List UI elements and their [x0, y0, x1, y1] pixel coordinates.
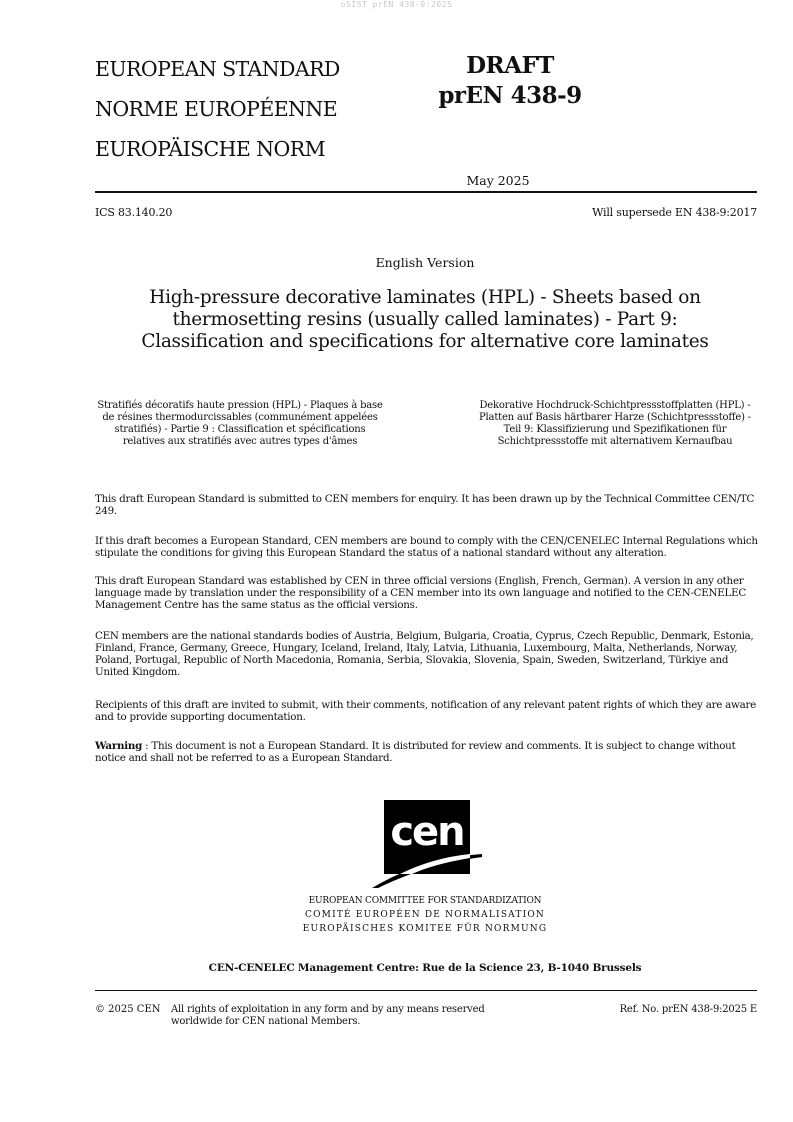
- reference-number: Ref. No. prEN 438-9:2025 E: [619, 1004, 757, 1015]
- supersedes-note: Will supersede EN 438-9:2017: [592, 206, 757, 219]
- title-german: Dekorative Hochdruck-Schichtpressstoffplatten (HPL) - Platten auf Basis härtbarer Harze (Schichtpressstoffe) - Teil 9: Klassifizierung und Spezifikationen für Schichtpressstoffe mit alternativem Kernaufbau: [479, 400, 751, 447]
- paragraph-enquiry: This draft European Standard is submitted to CEN members for enquiry. It has been drawn up by the Technical Committee CEN/TC 249.: [95, 493, 755, 517]
- committee-name-en: EUROPEAN COMMITTEE FOR STANDARDIZATION: [308, 896, 542, 906]
- standard-title-en: EUROPEAN STANDARD: [95, 57, 340, 81]
- rights-statement: All rights of exploitation in any form and by any means reserved worldwide for CEN national Members.: [171, 1004, 485, 1027]
- draft-designation: [410, 51, 610, 111]
- document-title: High-pressure decorative laminates (HPL) - Sheets based on thermosetting resins (usually called laminates) - Part 9: Classification and specifications for alternative core laminates: [141, 287, 709, 352]
- footer-divider: [95, 990, 757, 991]
- paragraph-members: CEN members are the national standards bodies of Austria, Belgium, Bulgaria, Croatia, Cyprus, Czech Republic, Denmark, Estonia, Finland, France, Germany, Greece, Hungary, Iceland, Ireland, Italy, Latvia, Lithuania, Luxembourg, Malta, Netherlands, Norway, Poland, Portugal, Republic of North Macedonia, Romania, Serbia, Slovakia, Slovenia, Spain, Sweden, Switzerland, Türkiye and United Kingdom.: [95, 630, 754, 678]
- ics-code: ICS 83.140.20: [95, 206, 173, 219]
- header-divider: [95, 191, 757, 193]
- committee-name-de: EUROPÄISCHES KOMITEE FÜR NORMUNG: [302, 924, 548, 934]
- warning-paragraph: [95, 740, 759, 764]
- watermark: oSIST prEN 438-9:2025: [340, 0, 453, 9]
- language-version: English Version: [375, 255, 475, 270]
- warning-label: Warning: [95, 740, 143, 752]
- warning-text: : This document is not a European Standard. It is distributed for review and comments. It is subject to change without notice and shall not be referred to as a European Standard.: [95, 740, 736, 764]
- standard-title-de: EUROPÄISCHE NORM: [95, 137, 325, 161]
- cen-logo: [372, 800, 482, 890]
- paragraph-regulations: If this draft becomes a European Standard, CEN members are bound to comply with the CEN/CENELEC Internal Regulations which stipulate the conditions for giving this European Standard the status of a national standard without any alteration.: [95, 535, 758, 559]
- paragraph-official-versions: This draft European Standard was established by CEN in three official versions (English, French, German). A version in any other language made by translation under the responsibility of a CEN member into its own language and notified to the CEN-CENELEC Management Centre has the same status as the official versions.: [95, 575, 746, 611]
- draft-label: DRAFT: [466, 52, 554, 79]
- title-french: Stratifiés décoratifs haute pression (HPL) - Plaques à base de résines thermodurcissables (communément appelées stratifiés) - Partie 9 : Classification et spécifications relatives aux stratifiés avec autres types d'âmes: [97, 400, 383, 447]
- draft-number: prEN 438-9: [438, 82, 582, 109]
- copyright: © 2025 CEN: [95, 1004, 161, 1015]
- management-centre-address: CEN-CENELEC Management Centre: Rue de la Science 23, B-1040 Brussels: [208, 962, 642, 974]
- publication-date: May 2025: [466, 173, 530, 188]
- paragraph-patent-rights: Recipients of this draft are invited to submit, with their comments, notification of any relevant patent rights of which they are aware and to provide supporting documentation.: [95, 699, 757, 723]
- committee-name-fr: COMITÉ EUROPÉEN DE NORMALISATION: [304, 910, 546, 920]
- standard-title-fr: NORME EUROPÉENNE: [95, 97, 338, 121]
- cen-logo-text: cen: [390, 809, 464, 855]
